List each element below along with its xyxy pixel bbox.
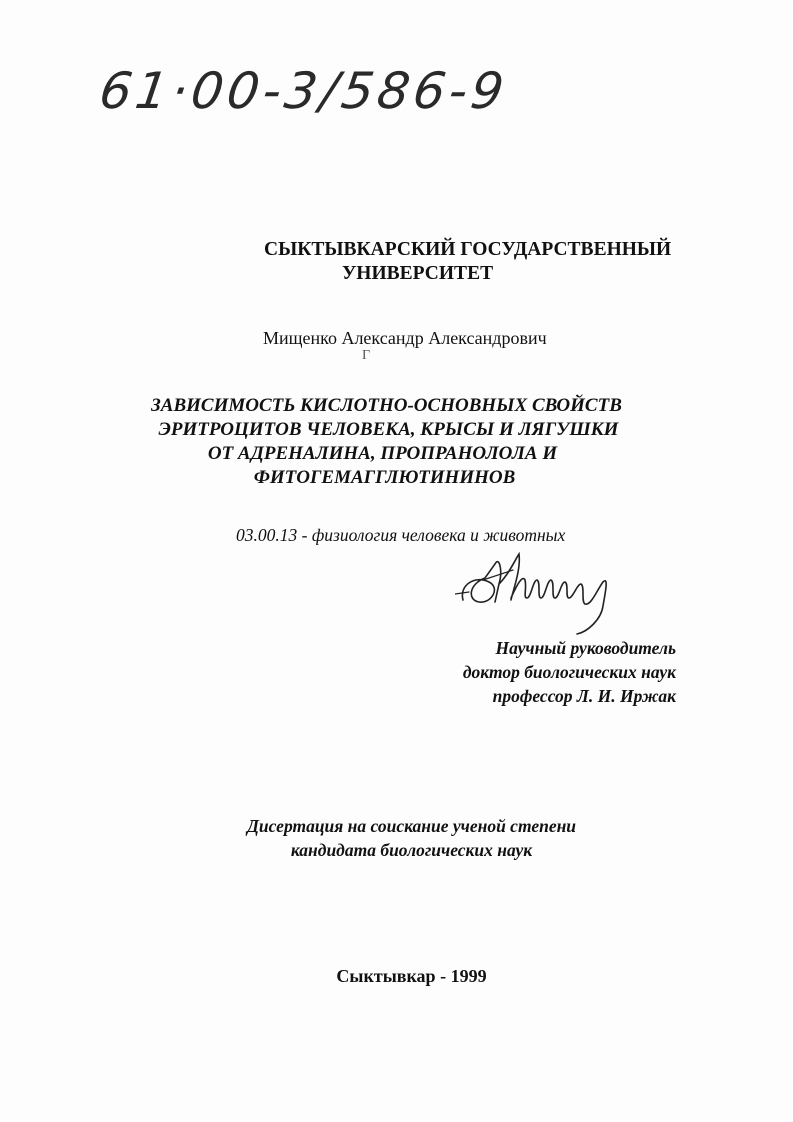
university-line-2: УНИВЕРСИТЕТ [342,263,494,284]
supervisor-degree: доктор биологических наук [462,662,676,682]
city-year-text: Сыктывкар - 1999 [336,966,487,986]
handwritten-signature [455,540,655,640]
title-line-3: ОТ АДРЕНАЛИНА, ПРОПРАНОЛОЛА И [207,443,558,464]
dissertation-title [0,394,793,490]
handwritten-archive-code: 61·00-3/586-9 [95,62,512,120]
supervisor-role: Научный руководитель [495,638,676,658]
title-line-2: ЭРИТРОЦИТОВ ЧЕЛОВЕКА, КРЫСЫ И ЛЯГУШКИ [158,419,619,440]
dissertation-line-1: Дисертация на соискание ученой степени [246,816,577,836]
university-line-1: СЫКТЫВКАРСКИЙ ГОСУДАРСТВЕННЫЙ [264,239,672,260]
city-year [0,966,793,987]
author-mark: Г [362,348,371,363]
title-line-4: ФИТОГЕМАГГЛЮТИНИНОВ [253,467,516,488]
author-name: Мищенко Александр Александрович [263,328,547,348]
title-line-1: ЗАВИСИМОСТЬ КИСЛОТНО-ОСНОВНЫХ СВОЙСТВ [151,395,622,416]
specialty-code: 03.00.13 - физиология человека и животных [236,525,566,545]
supervisor-block [463,636,676,708]
dissertation-degree [0,814,793,862]
dissertation-line-2: кандидата биологических наук [290,840,533,860]
supervisor-name: профессор Л. И. Иржак [492,686,676,706]
